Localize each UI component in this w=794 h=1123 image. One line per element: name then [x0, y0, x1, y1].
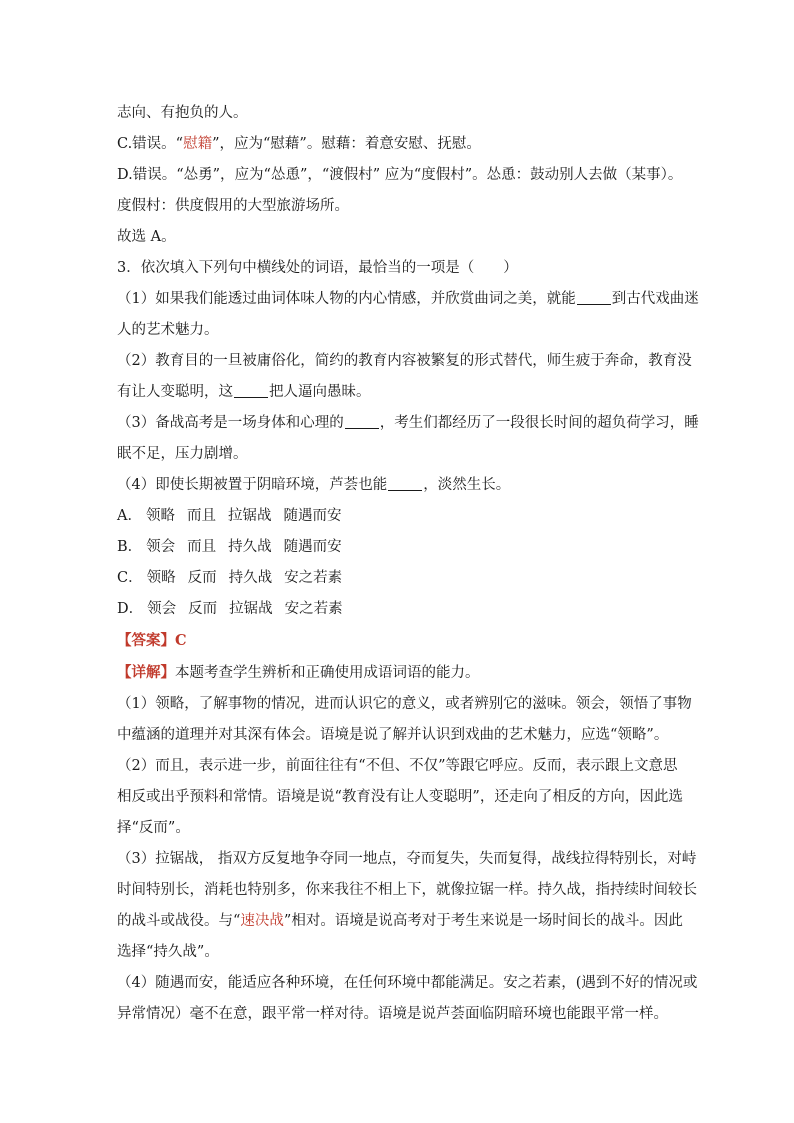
sentence-4: （4）即使长期被置于阴暗环境，芦荟也能 ，淡然生长。 [117, 477, 511, 493]
highlighted-word: 速决战 [240, 913, 284, 929]
sentence-2: （2）教育目的一旦被庸俗化，简约的教育内容被繁复的形式替代，师生疲于奔命，教育没 [117, 353, 692, 369]
fill-blank [345, 414, 379, 429]
text-line: D.错误。“怂勇”，应为“怂恿”，“渡假村” 应为“度假村”。怂恿：鼓动别人去做（某事）。 [117, 167, 683, 183]
text-line: 度假村：供度假用的大型旅游场所。 [117, 198, 349, 214]
fill-blank [388, 476, 422, 491]
fill-blank [234, 383, 268, 398]
text-line: 中蕴涵的道理并对其深有体会。语境是说了解并认识到戏曲的艺术魅力，应选“领略”。 [117, 727, 669, 743]
text-line: 有让人变聪明，这 把人逼向愚昧。 [117, 384, 371, 400]
answer-value: C [175, 632, 187, 649]
fill-blank [577, 290, 611, 305]
text-line: 的战斗或战役。与“速决战”相对。语境是说高考对于考生来说是一场时间长的战斗。因此 [117, 913, 683, 929]
text-line: C.错误。“慰籍”，应为“慰藉”。慰藉：着意安慰、抚慰。 [117, 136, 481, 152]
text-line: 相反或出乎预料和常情。语境是说“教育没有让人变聪明”，还走向了相反的方向，因此选 [117, 789, 683, 805]
text-line: 异常情况）毫不在意，跟平常一样对待。语境是说芦荟面临阴暗环境也能跟平常一样。 [117, 1006, 668, 1022]
highlighted-word: 慰籍 [183, 136, 213, 152]
sentence-1: （1）如果我们能透过曲词体味人物的内心情感，并欣赏曲词之美，就能 到古代戏曲迷 [117, 291, 699, 307]
detail-tag: 【详解】 [117, 664, 175, 681]
text-line: （4）随遇而安，能适应各种环境，在任何环境中都能满足。安之若素，(遇到不好的情况或 [117, 975, 698, 991]
text-line: （3）拉锯战， 指双方反复地争夺同一地点，夺而复失，失而复得，战线拉得特别长，对峙 [117, 851, 697, 867]
question-title: 3．依次填入下列句中横线处的词语，最恰当的一项是（ ） [117, 260, 518, 276]
text-line: 眠不足，压力剧增。 [117, 446, 248, 462]
option-a: A． 领略 而且 拉锯战 随遇而安 [117, 508, 342, 524]
text-line: 时间特别长，消耗也特别多，你来我往不相上下，就像拉锯一样。持久战，指持续时间较长 [117, 882, 697, 898]
answer-line [117, 625, 687, 657]
document-body [117, 98, 699, 1030]
detail-line: 【详解】本题考查学生辨析和正确使用成语词语的能力。 [117, 664, 480, 681]
option-c: C． 领略 反而 持久战 安之若素 [117, 570, 343, 586]
option-d: D． 领会 反而 拉锯战 安之若素 [117, 601, 343, 617]
text-line: 志向、有抱负的人。 [117, 105, 248, 121]
text-line: 选择“持久战”。 [117, 944, 219, 960]
text-line: 故选 A。 [117, 229, 176, 245]
text-line: （1）领略，了解事物的情况，进而认识它的意义，或者辨别它的滋味。领会，领悟了事物 [117, 696, 692, 712]
answer-tag: 【答案】 [117, 632, 175, 649]
option-b: B． 领会 而且 持久战 随遇而安 [117, 539, 342, 555]
text-line: （2）而且，表示进一步，前面往往有“不但、不仅”等跟它呼应。反而，表示跟上文意思 [117, 758, 678, 774]
sentence-3: （3）备战高考是一场身体和心理的 ，考生们都经历了一段很长时间的超负荷学习，睡 [117, 415, 699, 431]
text-line: 人的艺术魅力。 [117, 322, 219, 338]
text-line: 择“反而”。 [117, 820, 190, 836]
